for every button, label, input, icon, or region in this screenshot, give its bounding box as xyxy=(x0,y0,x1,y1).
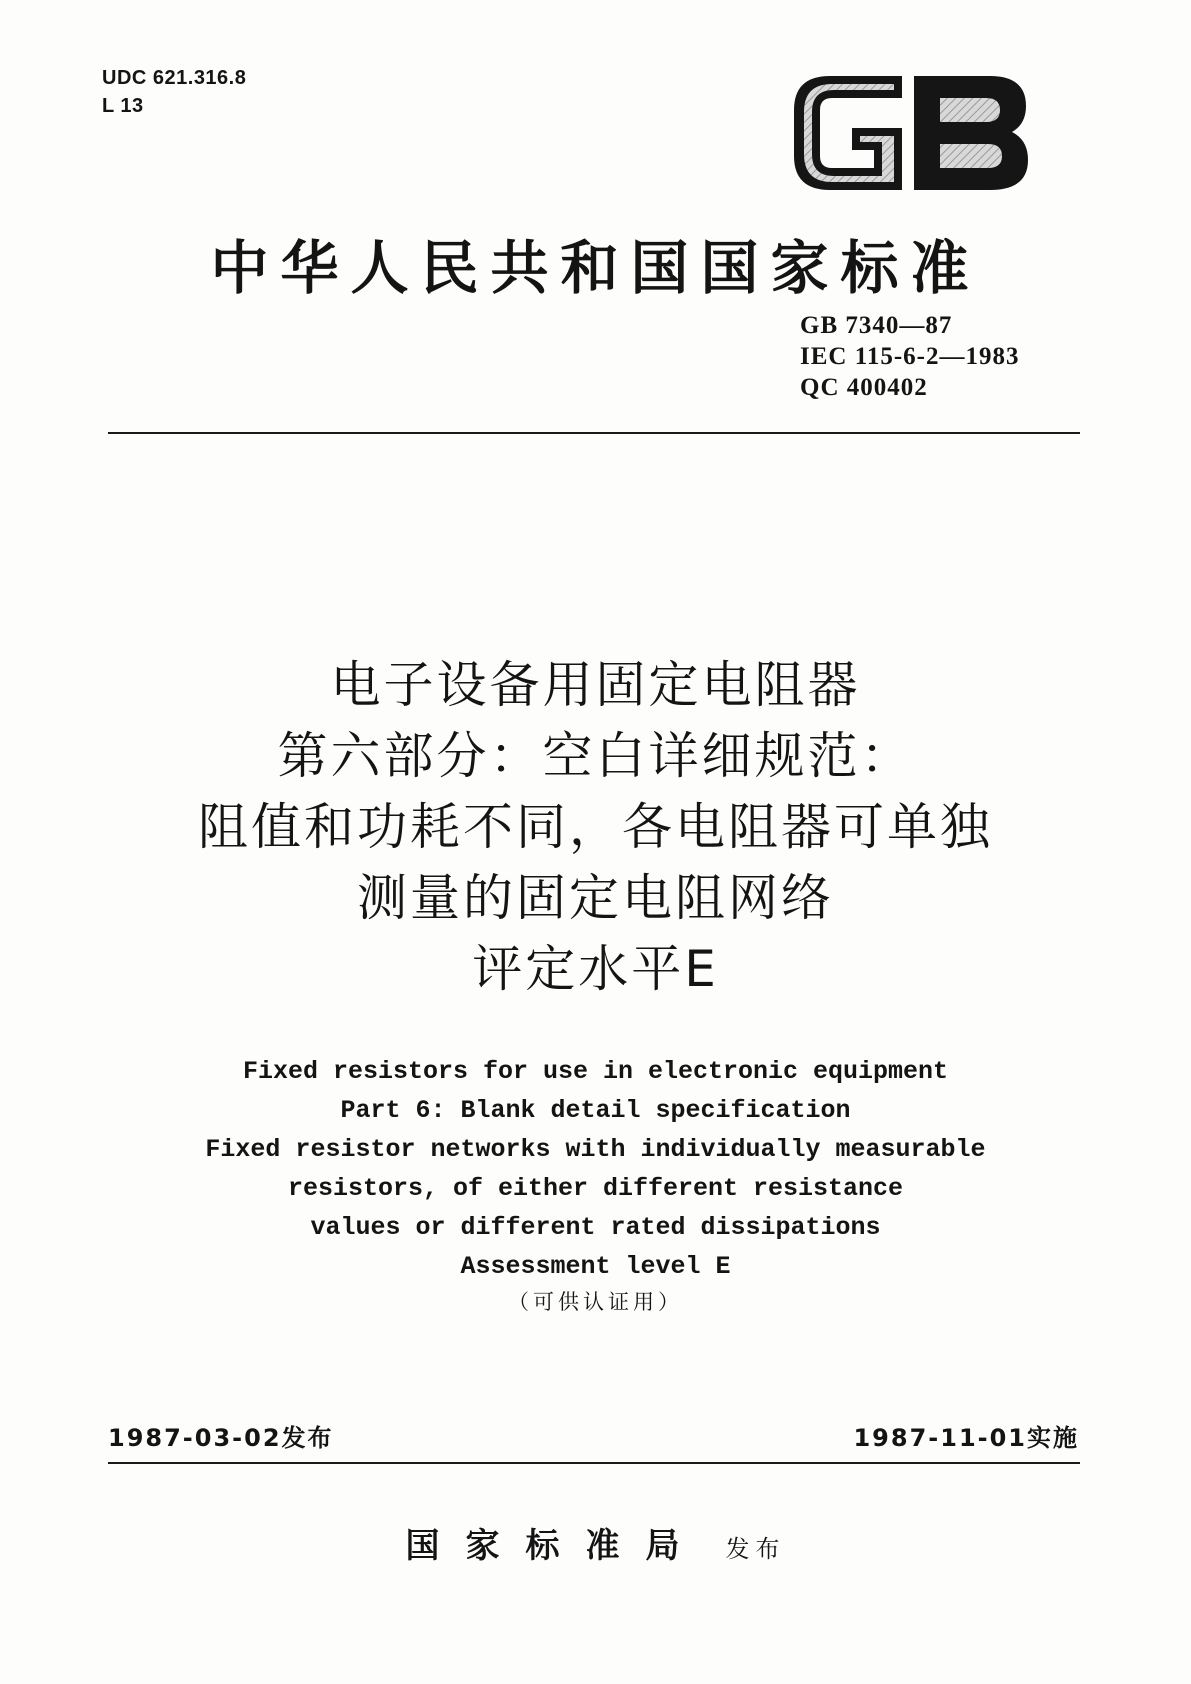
title-en-line: Assessment level E xyxy=(460,1252,731,1281)
publisher-line xyxy=(80,1518,1111,1567)
footer-divider xyxy=(108,1462,1080,1464)
certification-note: （可供认证用） xyxy=(508,1290,683,1314)
classification-codes xyxy=(102,64,246,120)
effective-date: 1987-11-01实施 xyxy=(853,1424,1079,1452)
title-cn-line: 评定水平E xyxy=(472,940,719,998)
title-en-line: Fixed resistors for use in electronic equipment xyxy=(242,1057,949,1086)
qc-number: QC 400402 xyxy=(800,374,928,401)
gb-number: GB 7340—87 xyxy=(800,312,953,339)
title-en-line: resistors, of either different resistance xyxy=(287,1174,904,1203)
title-en-line: Part 6: Blank detail specification xyxy=(340,1096,851,1125)
title-cn-line: 测量的固定电阻网络 xyxy=(357,869,834,927)
title-cn-line: 阻值和功耗不同，各电阻器可单独 xyxy=(198,798,993,856)
title-en-line: values or different rated dissipations xyxy=(310,1213,881,1242)
issue-date: 1987-03-02发布 xyxy=(108,1424,334,1452)
iec-number: IEC 115-6-2—1983 xyxy=(800,343,1020,370)
title-cn-line: 第六部分：空白详细规范： xyxy=(277,727,914,785)
standard-numbers xyxy=(800,310,1019,403)
gb-logo xyxy=(790,68,1030,198)
header-divider xyxy=(108,432,1080,434)
english-document-title xyxy=(80,1052,1111,1318)
national-standard-title: 中华人民共和国国家标准 xyxy=(210,234,981,302)
publisher-name: 国家标准局 xyxy=(405,1526,706,1566)
udc-code: UDC 621.316.8 xyxy=(102,67,247,89)
title-en-line: Fixed resistor networks with individually measurable xyxy=(205,1135,986,1164)
title-cn-line: 电子设备用固定电阻器 xyxy=(330,656,861,714)
publisher-suffix: 发布 xyxy=(725,1535,786,1563)
chinese-document-title xyxy=(80,650,1111,1005)
class-code: L 13 xyxy=(102,95,144,117)
